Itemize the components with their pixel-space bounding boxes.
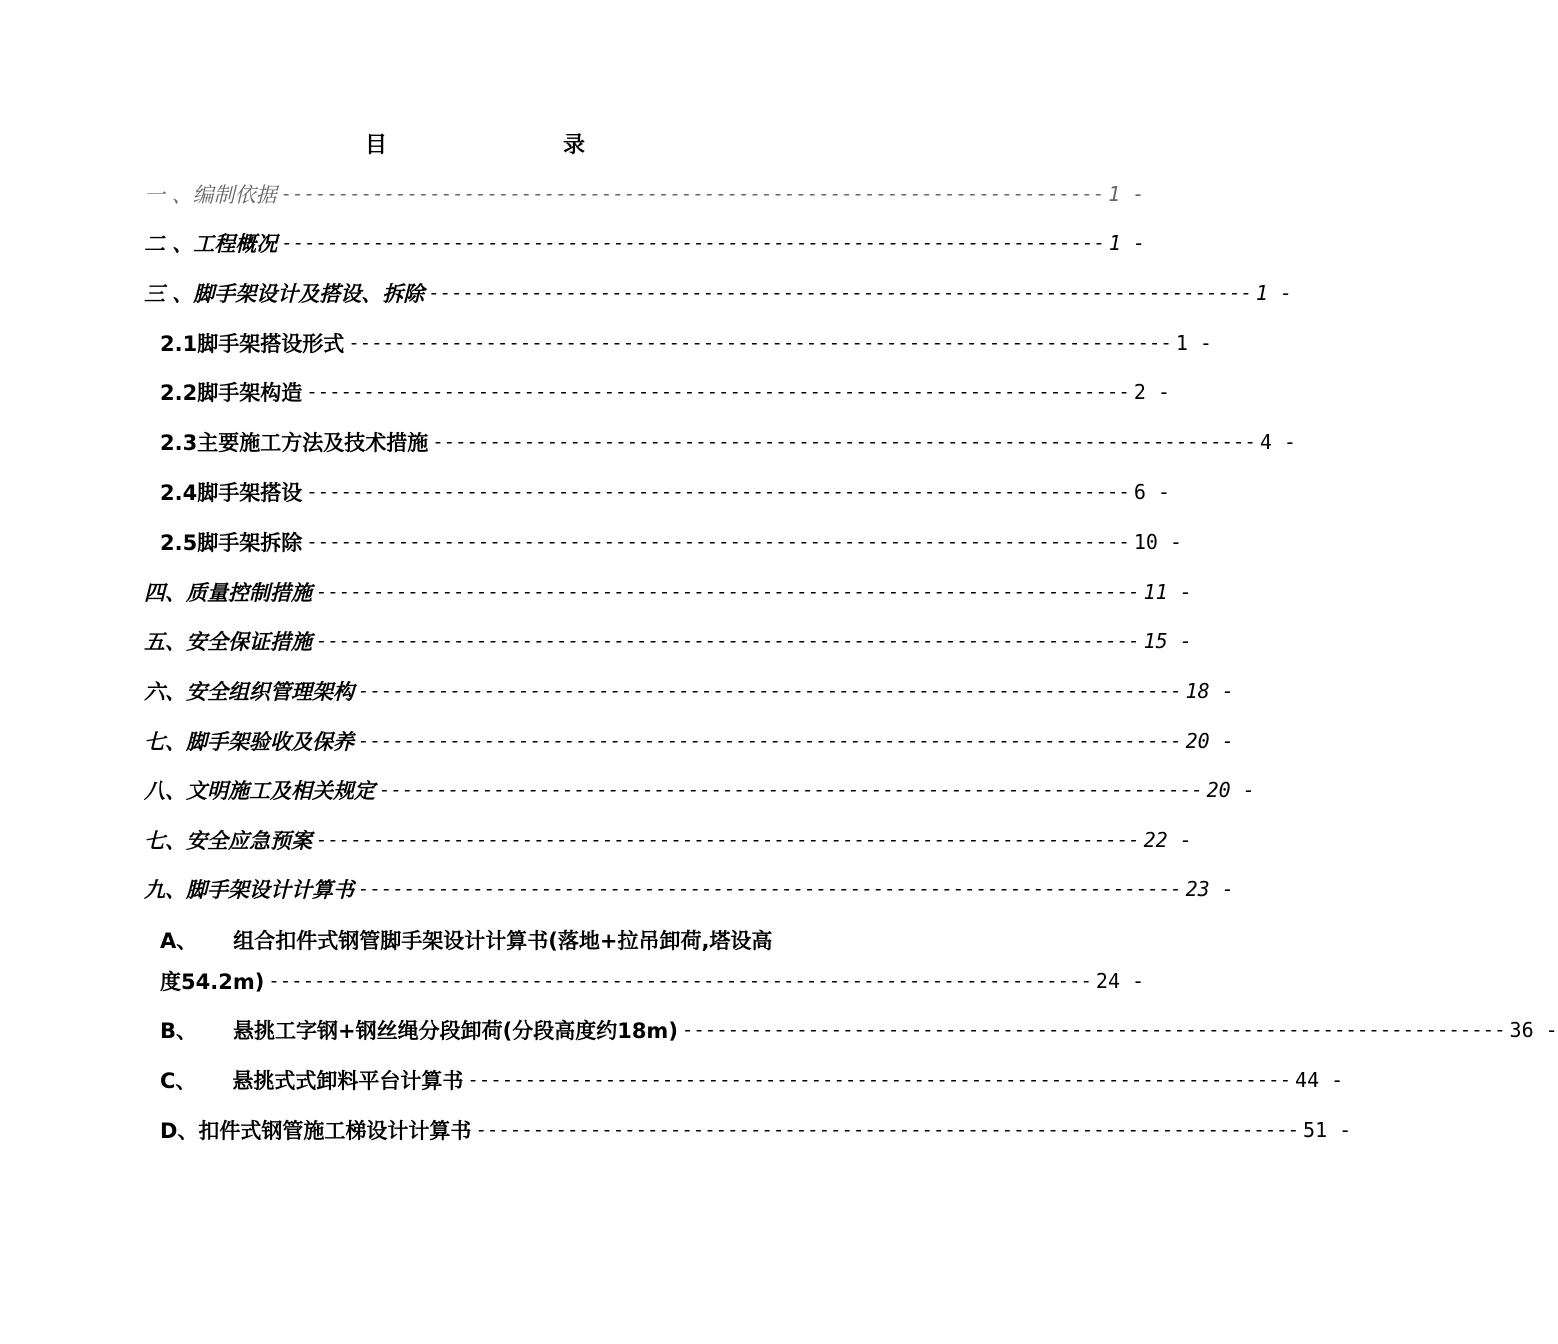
toc-entry-label: 2.1脚手架搭设形式 xyxy=(160,332,345,356)
dot-leader: ------------------------------------------------------------------------ xyxy=(306,381,1130,403)
dot-leader: ------------------------------------------------------------------------ xyxy=(358,730,1182,752)
toc-entry-label: 五、安全保证措施 xyxy=(144,630,312,654)
dot-leader: ------------------------------------------------------------------------ xyxy=(316,581,1140,603)
toc-page-number: 1 - xyxy=(1108,182,1145,206)
toc-entry-2-2[interactable] xyxy=(160,375,1170,409)
dot-leader: ------------------------------------------------------------------------ xyxy=(316,829,1140,851)
toc-page-number: 20 - xyxy=(1206,778,1255,802)
dot-leader: ------------------------------------------------------------------------ xyxy=(358,878,1182,900)
toc-page-number: 1 - xyxy=(1108,231,1146,255)
toc-entry-b[interactable] xyxy=(160,1013,1558,1047)
dot-leader: ------------------------------------------------------------------------ xyxy=(467,1069,1292,1091)
dot-leader: ------------------------------------------------------------------------ xyxy=(306,531,1130,553)
toc-page-number: 1 - xyxy=(1175,331,1212,355)
toc-entry-9[interactable] xyxy=(144,823,1192,857)
toc-entry-prefix: C、 xyxy=(160,1069,197,1093)
dot-leader: ------------------------------------------------------------------------ xyxy=(428,282,1252,304)
toc-entry-label: 悬挑工字钢+钢丝绳分段卸荷(分段高度约18m) xyxy=(233,1019,678,1043)
toc-page-number: 36 - xyxy=(1509,1018,1558,1042)
toc-entry-7[interactable] xyxy=(144,724,1234,758)
toc-entry-label: 六、安全组织管理架构 xyxy=(144,680,354,704)
toc-entry-5[interactable] xyxy=(144,624,1192,658)
toc-entry-prefix: B、 xyxy=(160,1019,198,1043)
toc-entry-label: 度54.2m) xyxy=(160,970,265,994)
toc-page-number: 22 - xyxy=(1143,828,1192,852)
toc-entry-label: 一 、编制依据 xyxy=(144,183,277,207)
toc-entry-2-5[interactable] xyxy=(160,525,1182,559)
toc-entry-d[interactable] xyxy=(160,1113,1352,1147)
dot-leader: ------------------------------------------------------------------------ xyxy=(268,970,1092,992)
toc-title: 目 录 xyxy=(364,133,629,158)
toc-entry-6[interactable] xyxy=(144,674,1234,708)
dot-leader: ------------------------------------------------------------------------ xyxy=(281,232,1105,254)
toc-entry-label: 组合扣件式钢管脚手架设计计算书(落地+拉吊卸荷,塔设高 xyxy=(233,929,773,953)
toc-page-number: 6 - xyxy=(1133,480,1170,504)
toc-page-number: 11 - xyxy=(1143,580,1192,604)
toc-entry-label: 三 、脚手架设计及搭设、拆除 xyxy=(144,282,425,306)
toc-page-number: 51 - xyxy=(1303,1118,1352,1142)
toc-page-number: 24 - xyxy=(1095,969,1145,993)
toc-page-number: 20 - xyxy=(1185,729,1234,753)
toc-page-number: 18 - xyxy=(1185,679,1234,703)
dot-leader: ------------------------------------------------------------------------ xyxy=(358,680,1182,702)
toc-page-number: 15 - xyxy=(1143,629,1192,653)
toc-entry-label: D、扣件式钢管施工梯设计计算书 xyxy=(160,1119,472,1143)
dot-leader: ------------------------------------------------------------------------ xyxy=(432,431,1256,453)
toc-entry-label: 2.4脚手架搭设 xyxy=(160,481,303,505)
toc-entry-4[interactable] xyxy=(144,575,1192,609)
toc-entry-label: 八、文明施工及相关规定 xyxy=(144,779,375,803)
toc-entry-2-4[interactable] xyxy=(160,475,1170,509)
dot-leader: ------------------------------------------------------------------------ xyxy=(379,779,1203,801)
dot-leader: ------------------------------------------------------------------------ xyxy=(316,630,1140,652)
toc-entry-2-3[interactable] xyxy=(160,425,1296,459)
toc-page-number: 2 - xyxy=(1133,380,1170,404)
toc-entry-label: 2.5脚手架拆除 xyxy=(160,531,303,555)
toc-page-number: 23 - xyxy=(1185,877,1234,901)
toc-entry-a[interactable] xyxy=(160,964,1145,998)
toc-page-number: 1 - xyxy=(1255,281,1293,305)
toc-entry-label: 2.3主要施工方法及技术措施 xyxy=(160,431,429,455)
dot-leader: ------------------------------------------------------------------------ xyxy=(280,183,1105,205)
dot-leader: ------------------------------------------------------------------------ xyxy=(475,1119,1300,1141)
toc-entry-label: 悬挑式式卸料平台计算书 xyxy=(232,1069,464,1093)
toc-entry-label: 二 、工程概况 xyxy=(144,232,278,256)
toc-entry-prefix: A、 xyxy=(160,929,198,953)
dot-leader: ------------------------------------------------------------------------ xyxy=(348,332,1172,354)
toc-entry-c[interactable] xyxy=(160,1063,1344,1097)
toc-entry-label: 七、脚手架验收及保养 xyxy=(144,730,354,754)
toc-page-number: 44 - xyxy=(1295,1068,1344,1092)
toc-entry-1[interactable] xyxy=(144,177,1145,211)
dot-leader: ------------------------------------------------------------------------ xyxy=(306,481,1130,503)
toc-page-number: 10 - xyxy=(1133,530,1182,554)
toc-entry-label: 四、质量控制措施 xyxy=(144,581,312,605)
toc-entry-8[interactable] xyxy=(144,773,1255,807)
toc-entry-10[interactable] xyxy=(144,872,1234,906)
toc-entry-2-1[interactable] xyxy=(160,326,1212,360)
toc-entry-3[interactable] xyxy=(144,276,1293,310)
toc-page-number: 4 - xyxy=(1259,430,1296,454)
toc-entry-2[interactable] xyxy=(144,226,1146,260)
toc-entry-label: 九、脚手架设计计算书 xyxy=(144,878,354,902)
toc-entry-label: 2.2脚手架构造 xyxy=(160,381,303,405)
toc-entry-label: 七、安全应急预案 xyxy=(144,829,312,853)
dot-leader: ------------------------------------------------------------------------ xyxy=(681,1019,1506,1041)
toc-entry-a-line1[interactable] xyxy=(160,923,824,957)
